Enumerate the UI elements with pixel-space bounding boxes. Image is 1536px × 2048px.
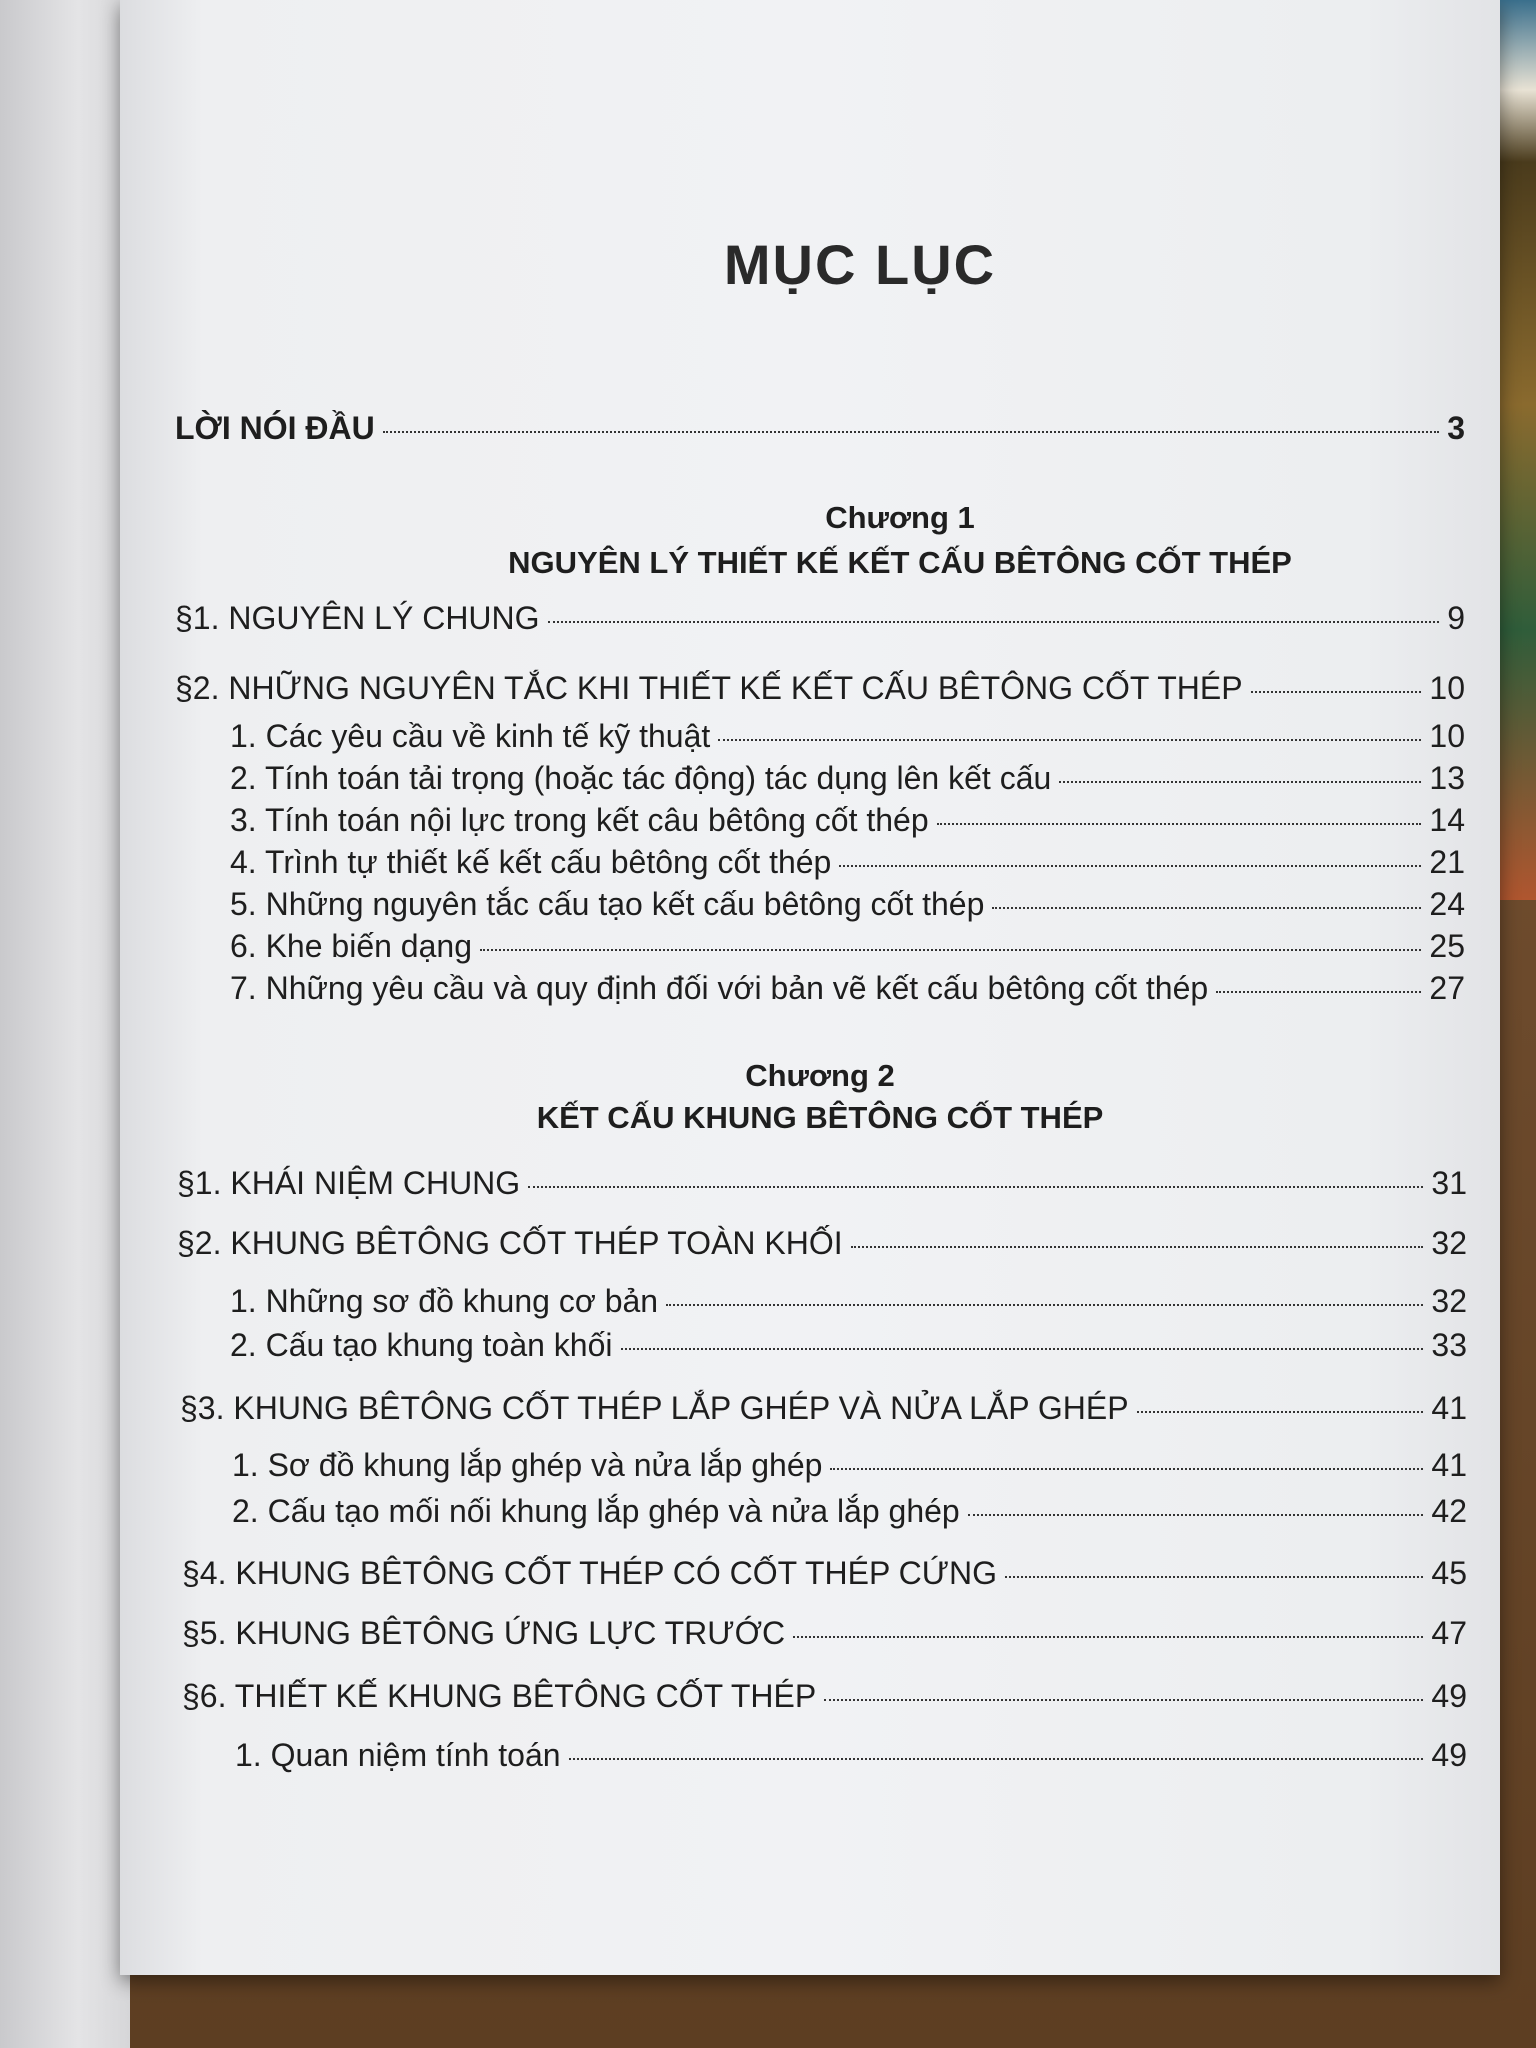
leader-dots — [666, 1304, 1423, 1306]
toc-entry-label: LỜI NÓI ĐẦU — [175, 410, 375, 446]
toc-entry-label: 1. Những sơ đồ khung cơ bản — [230, 1283, 659, 1319]
toc-entry-ch1-s2-6 — [230, 928, 1465, 965]
leader-dots — [1005, 1576, 1423, 1578]
leader-dots — [718, 739, 1421, 741]
leader-dots — [548, 621, 1440, 623]
toc-entry-ch2-s6-1 — [235, 1737, 1467, 1774]
leader-dots — [851, 1246, 1424, 1248]
toc-entry-ch2-s4 — [182, 1555, 1467, 1592]
toc-page-number: 25 — [1429, 928, 1465, 964]
toc-page-number: 13 — [1429, 760, 1465, 796]
leader-dots — [824, 1699, 1423, 1701]
leader-dots — [1137, 1411, 1424, 1413]
leader-dots — [1059, 781, 1421, 783]
toc-entry-ch1-s2-4 — [230, 844, 1465, 881]
toc-entry-ch1-s2-7 — [230, 970, 1465, 1007]
toc-entry-ch2-s3 — [180, 1390, 1467, 1427]
toc-page-number: 24 — [1429, 886, 1465, 922]
toc-entry-label: 3. Tính toán nội lực trong kết câu bêtông cốt thép — [230, 802, 929, 838]
toc-entry-label: §1. KHÁI NIỆM CHUNG — [177, 1165, 521, 1201]
chapter-2-name: KẾT CẤU KHUNG BÊTÔNG CỐT THÉP — [536, 1100, 1104, 1135]
toc-entry-ch1-s2 — [175, 670, 1465, 707]
leader-dots — [528, 1186, 1423, 1188]
toc-page-number: 9 — [1447, 600, 1465, 636]
toc-entry-label: §2. NHỮNG NGUYÊN TẮC KHI THIẾT KẾ KẾT CẤU BÊTÔNG CỐT THÉP — [175, 670, 1243, 706]
toc-entry-label: §3. KHUNG BÊTÔNG CỐT THÉP LẮP GHÉP VÀ NỬA LẮP GHÉP — [180, 1390, 1129, 1426]
toc-page-number: 47 — [1431, 1615, 1467, 1651]
page-title: MỤC LỤC — [723, 233, 997, 296]
chapter-1-heading: Chương 1 — [825, 500, 975, 535]
toc-page-number: 41 — [1431, 1390, 1467, 1426]
toc-page-number: 49 — [1431, 1678, 1467, 1714]
toc-entry-label: 7. Những yêu cầu và quy định đối với bản vẽ kết cấu bêtông cốt thép — [230, 970, 1209, 1006]
toc-entry-label: 1. Các yêu cầu về kinh tế kỹ thuật — [230, 718, 711, 754]
toc-page-number: 42 — [1431, 1493, 1467, 1529]
leader-dots — [383, 431, 1439, 433]
leader-dots — [793, 1636, 1423, 1638]
toc-entry-label: 4. Trình tự thiết kế kết cấu bêtông cốt thép — [230, 844, 832, 880]
toc-entry-label: §1. NGUYÊN LÝ CHUNG — [175, 600, 540, 636]
toc-entry-ch1-s2-1 — [230, 718, 1465, 755]
toc-page-number: 41 — [1431, 1447, 1467, 1483]
toc-entry-ch2-s1 — [177, 1165, 1467, 1202]
leader-dots — [830, 1468, 1423, 1470]
toc-entry-label: 2. Tính toán tải trọng (hoặc tác động) tác dụng lên kết cấu — [230, 760, 1052, 796]
toc-entry-ch2-s3-1 — [232, 1447, 1467, 1484]
toc-entry-ch1-s2-3 — [230, 802, 1465, 839]
toc-page-number: 33 — [1431, 1327, 1467, 1363]
leader-dots — [480, 949, 1421, 951]
toc-page-number: 14 — [1429, 802, 1465, 838]
toc-page-number: 3 — [1447, 410, 1465, 446]
leader-dots — [1251, 691, 1422, 693]
toc-page-number: 32 — [1431, 1283, 1467, 1319]
toc-page-number: 45 — [1431, 1555, 1467, 1591]
leader-dots — [621, 1348, 1424, 1350]
toc-page-number: 32 — [1431, 1225, 1467, 1261]
toc-entry-ch2-s2-1 — [230, 1283, 1467, 1320]
leader-dots — [937, 823, 1422, 825]
toc-entry-label: 1. Sơ đồ khung lắp ghép và nửa lắp ghép — [232, 1447, 823, 1483]
toc-page-number: 31 — [1431, 1165, 1467, 1201]
leader-dots — [569, 1758, 1424, 1760]
toc-entry-label: §5. KHUNG BÊTÔNG ỨNG LỰC TRƯỚC — [182, 1615, 786, 1651]
toc-entry-label: 2. Cấu tạo khung toàn khối — [230, 1327, 613, 1363]
toc-entry-label: §2. KHUNG BÊTÔNG CỐT THÉP TOÀN KHỐI — [177, 1225, 843, 1261]
toc-page-number: 10 — [1429, 670, 1465, 706]
chapter-1-name: NGUYÊN LÝ THIẾT KẾ KẾT CẤU BÊTÔNG CỐT THÉP — [508, 545, 1292, 580]
leader-dots — [839, 865, 1421, 867]
leader-dots — [1216, 991, 1421, 993]
toc-entry-ch2-s3-2 — [232, 1493, 1467, 1530]
toc-page-number: 49 — [1431, 1737, 1467, 1773]
toc-entry-label: §4. KHUNG BÊTÔNG CỐT THÉP CÓ CỐT THÉP CỨNG — [182, 1555, 998, 1591]
toc-page-number: 27 — [1429, 970, 1465, 1006]
toc-entry-preface — [175, 410, 1465, 447]
chapter-2-heading: Chương 2 — [745, 1058, 895, 1093]
toc-entry-label: 6. Khe biến dạng — [230, 928, 472, 964]
toc-page-number: 10 — [1429, 718, 1465, 754]
toc-entry-label: 5. Những nguyên tắc cấu tạo kết cấu bêtông cốt thép — [230, 886, 985, 922]
toc-entry-ch1-s1 — [175, 600, 1465, 637]
toc-entry-ch1-s2-5 — [230, 886, 1465, 923]
toc-page-number: 21 — [1429, 844, 1465, 880]
toc-entry-label: 1. Quan niệm tính toán — [235, 1737, 561, 1773]
leader-dots — [968, 1514, 1424, 1516]
toc-entry-label: §6. THIẾT KẾ KHUNG BÊTÔNG CỐT THÉP — [182, 1678, 817, 1714]
book-page — [120, 0, 1500, 1975]
toc-entry-ch1-s2-2 — [230, 760, 1465, 797]
toc-entry-label: 2. Cấu tạo mối nối khung lắp ghép và nửa lắp ghép — [232, 1493, 960, 1529]
toc-entry-ch2-s6 — [182, 1678, 1467, 1715]
left-page-edge — [0, 0, 130, 2048]
toc-entry-ch2-s2 — [177, 1225, 1467, 1262]
toc-entry-ch2-s5 — [182, 1615, 1467, 1652]
toc-entry-ch2-s2-2 — [230, 1327, 1467, 1364]
leader-dots — [992, 907, 1421, 909]
